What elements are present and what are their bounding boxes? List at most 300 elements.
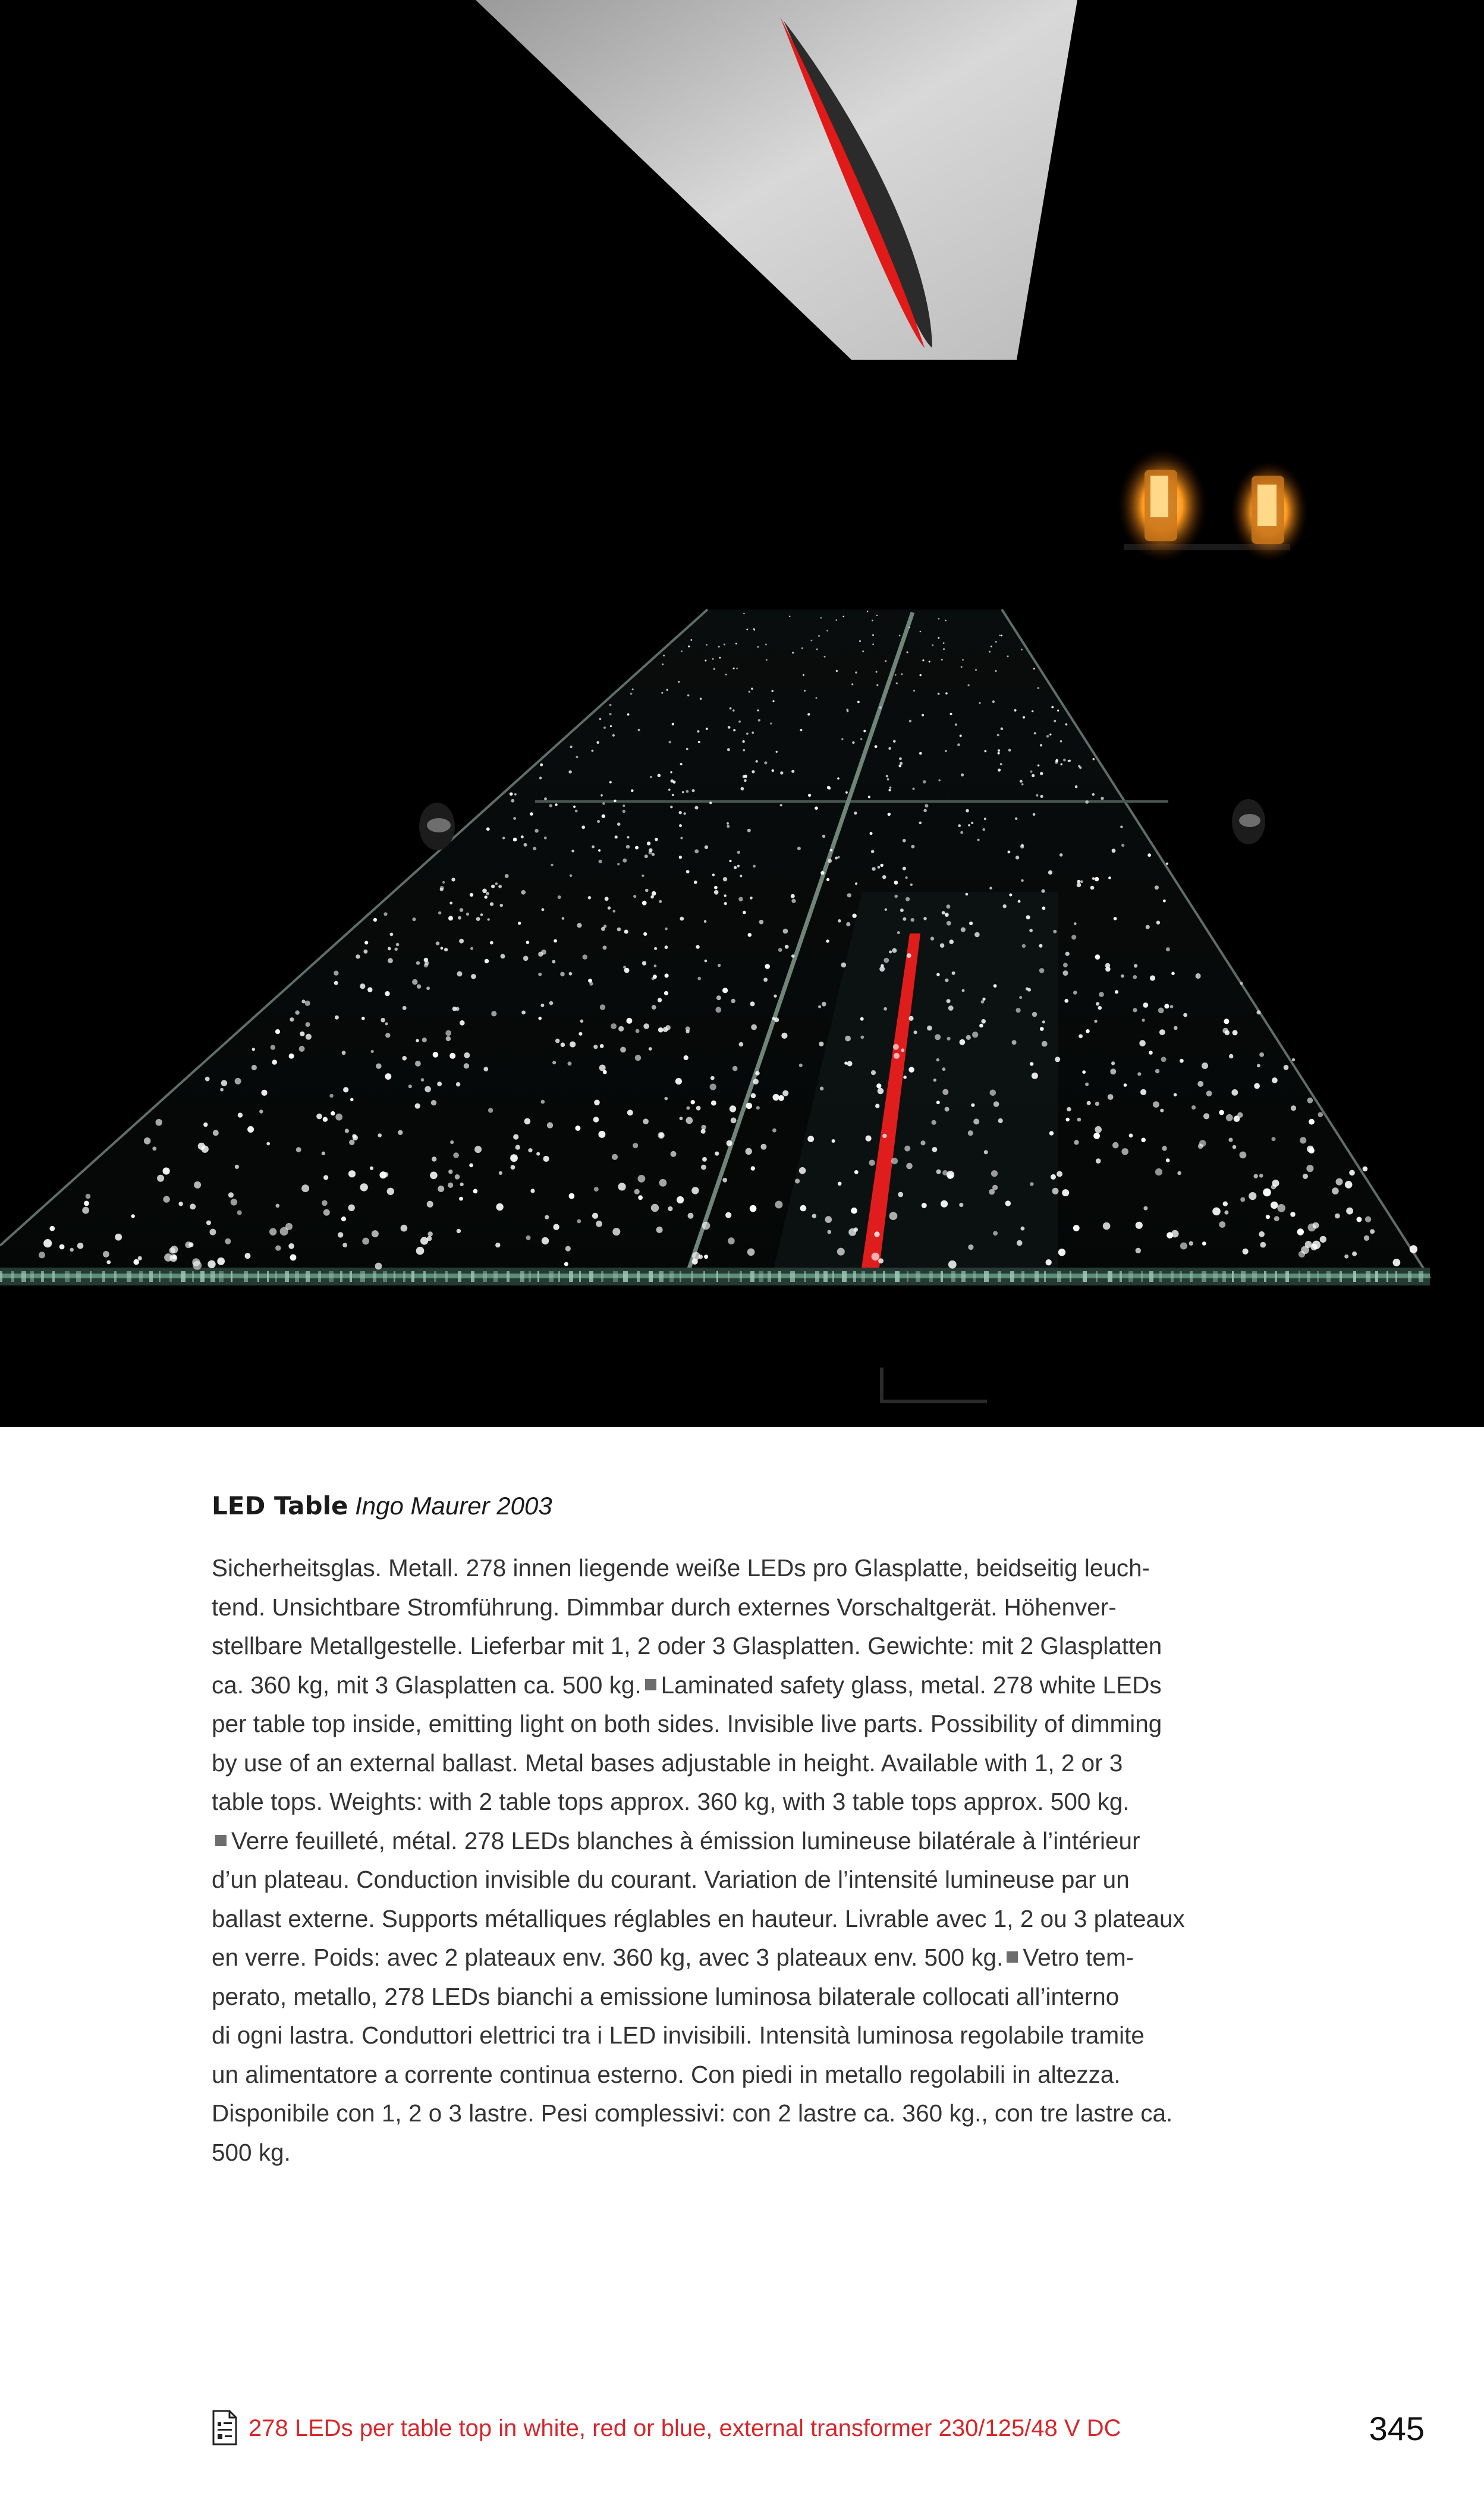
glass-edge-reflection [873, 1271, 876, 1282]
glass-edge-reflection [680, 1271, 681, 1282]
led-light [650, 776, 652, 778]
led-light [888, 813, 891, 816]
led-light [1226, 1114, 1233, 1121]
led-light [1143, 1206, 1147, 1211]
led-light [895, 674, 897, 676]
led-light [744, 779, 747, 782]
led-light [521, 1011, 526, 1015]
led-light [737, 851, 740, 854]
led-light [1229, 1054, 1233, 1058]
led-light [1001, 635, 1002, 637]
led-light [1101, 797, 1103, 800]
led-light [1049, 734, 1051, 735]
led-light [763, 977, 768, 982]
glass-edge-reflection [768, 1271, 771, 1282]
led-light [49, 1226, 55, 1231]
led-light [383, 912, 387, 916]
glass-edge-reflection [169, 1271, 172, 1282]
led-light [643, 1023, 649, 1029]
led-light [164, 1253, 172, 1262]
led-light [217, 1258, 225, 1265]
led-light [163, 1168, 170, 1175]
led-light [656, 1227, 663, 1233]
led-light [922, 659, 924, 661]
led-light [942, 1067, 946, 1071]
led-light [781, 1033, 787, 1039]
led-light [488, 918, 490, 920]
led-light [1233, 1030, 1238, 1035]
led-light [428, 1231, 433, 1236]
led-light [1254, 1174, 1258, 1178]
led-light [549, 804, 552, 807]
glass-edge-reflection [1375, 1271, 1378, 1282]
led-light [862, 650, 864, 652]
led-light [727, 1140, 732, 1146]
led-light [670, 771, 672, 774]
led-light [1136, 1248, 1141, 1253]
led-light [526, 1236, 531, 1240]
led-light [971, 822, 973, 824]
led-light [598, 1131, 605, 1138]
led-light [403, 1006, 407, 1010]
led-light [885, 660, 886, 662]
led-light [612, 734, 615, 737]
led-light [665, 973, 669, 977]
led-light [875, 1104, 879, 1108]
led-light [979, 1024, 983, 1028]
led-light [772, 690, 774, 692]
led-light [271, 1045, 275, 1049]
led-light [1054, 720, 1056, 722]
led-light [1032, 711, 1033, 712]
led-light [485, 959, 489, 963]
led-light [1111, 1061, 1115, 1065]
glass-edge-reflection [691, 1271, 693, 1282]
led-light [565, 1246, 571, 1252]
led-light [1046, 735, 1049, 738]
led-light [1055, 759, 1058, 762]
led-light [665, 1025, 671, 1030]
led-light [1202, 1062, 1208, 1069]
led-light [936, 1058, 939, 1061]
led-light [1133, 1008, 1137, 1012]
led-light [1199, 1140, 1206, 1147]
led-light [869, 1160, 875, 1166]
led-light [1318, 1112, 1323, 1117]
led-light [539, 777, 542, 779]
led-light [449, 902, 452, 905]
led-light [1017, 1240, 1023, 1246]
led-light [501, 954, 505, 959]
led-light [1095, 1126, 1102, 1133]
led-light [207, 1260, 215, 1268]
led-light [84, 1201, 89, 1206]
led-light [952, 972, 955, 975]
led-light [852, 914, 856, 918]
led-light [438, 911, 441, 914]
glass-edge-reflection [1180, 1271, 1182, 1282]
led-light [1049, 1131, 1054, 1135]
glass-edge-reflection [1264, 1271, 1266, 1282]
led-light [838, 856, 840, 859]
led-light [528, 1148, 532, 1152]
led-light [458, 916, 461, 920]
led-light [844, 1061, 847, 1064]
led-light [753, 1079, 759, 1084]
led-light [1180, 1243, 1187, 1250]
led-light [906, 876, 908, 879]
led-light [1008, 851, 1011, 854]
led-light [322, 1152, 325, 1155]
led-light [678, 681, 680, 683]
led-light [169, 1247, 175, 1254]
led-light [642, 875, 644, 877]
led-light [272, 1060, 277, 1065]
led-light [1022, 944, 1026, 948]
led-light [1059, 853, 1063, 857]
led-light [1063, 963, 1068, 967]
glass-edge-reflection [961, 1271, 966, 1282]
led-light [1103, 1222, 1111, 1230]
led-light [807, 713, 810, 715]
led-light [614, 800, 616, 802]
led-light [1272, 1077, 1278, 1083]
led-light [870, 832, 873, 835]
led-light [445, 1030, 451, 1036]
led-light [945, 692, 948, 694]
led-light [995, 670, 996, 672]
led-light [594, 1100, 600, 1106]
led-light [627, 1109, 633, 1115]
led-light [1147, 853, 1151, 857]
led-light [691, 1187, 699, 1194]
glass-edge-reflection [589, 1271, 593, 1282]
text-line: d’un plateau. Conduction invisible du courant. Variation de l’intensité lumineuse par un [212, 1866, 1130, 1893]
led-light [1223, 1202, 1228, 1206]
glass-edge-reflection [1232, 1271, 1234, 1282]
led-light [679, 856, 682, 859]
led-light [1174, 1093, 1177, 1097]
led-light [785, 945, 789, 949]
led-light [909, 720, 911, 722]
led-light [1309, 1119, 1315, 1125]
led-light [573, 806, 576, 808]
led-light [671, 1151, 677, 1157]
glass-edge-reflection [1096, 1271, 1098, 1282]
led-light [1158, 1008, 1164, 1014]
led-light [830, 849, 832, 851]
led-light [947, 999, 951, 1003]
led-light [592, 750, 594, 752]
text-line: by use of an external ballast. Metal bases adjustable in height. Available with 1, 2 or 3 [212, 1749, 1123, 1777]
led-light [847, 1061, 853, 1066]
led-light [1112, 1142, 1119, 1149]
led-light [194, 1181, 201, 1189]
led-light [605, 897, 609, 901]
led-light [1033, 668, 1035, 669]
led-light [488, 1108, 493, 1112]
text-line: Sicherheitsglas. Metall. 278 innen liegende weiße LEDs pro Glasplatte, beidseitig leuch- [212, 1554, 1150, 1582]
led-light [1040, 744, 1042, 747]
led-light [857, 701, 860, 703]
led-light [977, 839, 980, 841]
led-light [188, 1242, 193, 1247]
led-light [1129, 1134, 1133, 1138]
led-light [388, 947, 391, 951]
led-light [750, 1205, 757, 1212]
led-light [1177, 1171, 1181, 1175]
led-light [700, 697, 702, 700]
led-light [335, 1114, 342, 1121]
led-light [1007, 655, 1009, 657]
led-light [622, 810, 625, 813]
led-light [524, 1118, 531, 1125]
led-light [666, 689, 668, 691]
led-light [396, 943, 400, 947]
led-light [820, 617, 822, 619]
glass-edge-reflection [192, 1271, 194, 1282]
led-light [920, 674, 922, 676]
led-light [1274, 1216, 1279, 1221]
led-light [989, 887, 992, 889]
led-light [618, 1183, 626, 1190]
led-light [551, 864, 554, 867]
led-light [687, 694, 690, 697]
led-light [1071, 935, 1076, 939]
led-light [1099, 992, 1104, 997]
led-light [927, 1026, 932, 1031]
led-light [855, 671, 857, 673]
led-light [846, 922, 850, 926]
led-light [743, 749, 745, 752]
led-light [739, 1042, 744, 1047]
led-light [961, 928, 966, 932]
led-light [1115, 990, 1118, 994]
led-light [251, 1065, 257, 1070]
led-light [367, 987, 372, 992]
led-light [1030, 771, 1033, 773]
led-light [696, 945, 699, 948]
led-light [845, 791, 848, 794]
page-footer [212, 2409, 1425, 2457]
led-light [343, 1087, 348, 1092]
led-light [1171, 1230, 1179, 1238]
led-light [524, 843, 527, 847]
led-light [1095, 877, 1099, 881]
led-light [416, 961, 420, 965]
led-light [491, 885, 495, 888]
led-light [1142, 1018, 1145, 1021]
led-light [1313, 1222, 1319, 1229]
glass-edge-reflection [1408, 1271, 1411, 1282]
led-light [1063, 970, 1068, 976]
led-light [645, 889, 649, 892]
led-light [1053, 930, 1057, 933]
led-light [576, 756, 578, 758]
led-light [457, 971, 463, 976]
glass-edge-reflection [1285, 1271, 1289, 1282]
led-light [654, 964, 657, 967]
led-light [929, 661, 930, 662]
glass-edge-reflection [853, 1271, 856, 1282]
led-light [1335, 1214, 1340, 1219]
led-light [961, 666, 963, 668]
led-light [1149, 1051, 1153, 1055]
led-light [1067, 1107, 1071, 1111]
led-light [847, 893, 851, 897]
led-light [608, 906, 611, 909]
led-light [1344, 1255, 1348, 1259]
led-light [649, 1047, 652, 1051]
led-light [1365, 1216, 1371, 1222]
led-light [979, 702, 980, 704]
led-light [710, 1084, 716, 1090]
led-light [743, 775, 746, 778]
led-light [578, 1032, 582, 1036]
led-light [1073, 991, 1077, 995]
led-light [290, 1017, 294, 1021]
led-light [892, 948, 897, 953]
glass-edge-reflection [1275, 1271, 1277, 1282]
led-light [680, 917, 684, 921]
glass-edge-reflection [90, 1271, 92, 1282]
led-light [533, 847, 536, 850]
led-light [603, 945, 607, 950]
led-light [448, 916, 453, 920]
led-light [432, 1156, 436, 1161]
led-light [938, 779, 941, 782]
led-light [772, 700, 774, 702]
led-light [490, 902, 493, 906]
led-light [1042, 907, 1046, 910]
led-light [723, 877, 727, 881]
led-light [1364, 1236, 1369, 1241]
led-light [704, 920, 707, 923]
led-light [713, 668, 715, 669]
led-light [751, 1024, 757, 1030]
led-light [882, 1134, 886, 1138]
glass-edge-reflection [984, 1271, 989, 1282]
led-light [832, 1139, 835, 1143]
led-light [632, 689, 634, 690]
led-light [751, 688, 753, 690]
led-light [680, 763, 683, 765]
led-light [756, 1106, 760, 1109]
led-light [920, 1140, 925, 1145]
led-light [617, 863, 620, 865]
led-light [851, 683, 853, 685]
led-light [993, 984, 997, 988]
led-light [602, 815, 605, 818]
led-light [430, 1172, 438, 1180]
text-line: Verre feuilleté, métal. 278 LEDs blanches à émission lumineuse bilatérale à l’intérieur [212, 1822, 1193, 1861]
led-light [547, 1122, 553, 1128]
glass-edge-reflection [1083, 1271, 1087, 1282]
glass-edge-reflection [1057, 1271, 1061, 1282]
led-light [795, 1178, 800, 1183]
led-light [882, 875, 886, 879]
led-light [599, 860, 602, 863]
led-light [826, 939, 829, 942]
led-light [945, 620, 947, 621]
led-light [750, 897, 753, 900]
led-light [945, 913, 949, 917]
led-light [511, 799, 514, 803]
led-light [1057, 1171, 1062, 1177]
led-light [694, 849, 699, 853]
led-light [725, 1212, 731, 1218]
led-light [746, 1103, 753, 1109]
led-light [827, 1230, 831, 1234]
led-light [758, 719, 760, 721]
glass-edge-reflection [1366, 1271, 1370, 1282]
led-light [1134, 964, 1137, 967]
led-light [878, 866, 881, 869]
led-light [106, 1260, 111, 1265]
led-light [505, 874, 509, 878]
led-light [714, 890, 719, 895]
led-light [601, 927, 605, 931]
led-light [1212, 1208, 1221, 1216]
led-light [350, 1098, 354, 1102]
led-light [757, 646, 759, 648]
led-light [728, 726, 731, 729]
led-light [878, 1258, 884, 1263]
glass-edge-reflection [916, 1271, 920, 1282]
led-light [655, 838, 658, 841]
led-light [827, 786, 831, 790]
led-light [920, 631, 922, 633]
led-light [686, 790, 689, 793]
glass-edge-reflection [149, 1271, 153, 1282]
led-light [371, 1050, 374, 1053]
led-light [535, 829, 538, 832]
led-light [922, 714, 924, 716]
led-light [1332, 1187, 1339, 1194]
led-light [846, 709, 848, 711]
led-light [401, 1225, 408, 1232]
led-light [712, 873, 715, 876]
led-light [828, 859, 832, 863]
led-light [932, 1120, 936, 1125]
led-light [457, 1229, 461, 1233]
led-light [1260, 1242, 1266, 1248]
led-light [1003, 904, 1007, 908]
led-light [826, 878, 829, 881]
led-light [899, 757, 902, 760]
led-light [1062, 1189, 1069, 1196]
led-light [661, 692, 663, 694]
led-light [705, 845, 708, 849]
led-light [686, 1106, 690, 1110]
led-light [568, 1061, 572, 1065]
led-light [1033, 813, 1036, 816]
led-light [701, 1165, 706, 1170]
led-light [513, 817, 516, 820]
led-light [627, 836, 630, 838]
led-light [276, 1204, 280, 1208]
led-light [618, 1026, 624, 1032]
led-light [460, 1183, 464, 1186]
led-light [1219, 1221, 1225, 1228]
led-light [836, 620, 838, 621]
led-light [1037, 765, 1040, 767]
led-light [1074, 922, 1077, 925]
glass-edge-reflection [907, 1271, 908, 1282]
led-light [732, 709, 735, 712]
led-light [792, 652, 794, 653]
led-light [285, 1223, 293, 1230]
